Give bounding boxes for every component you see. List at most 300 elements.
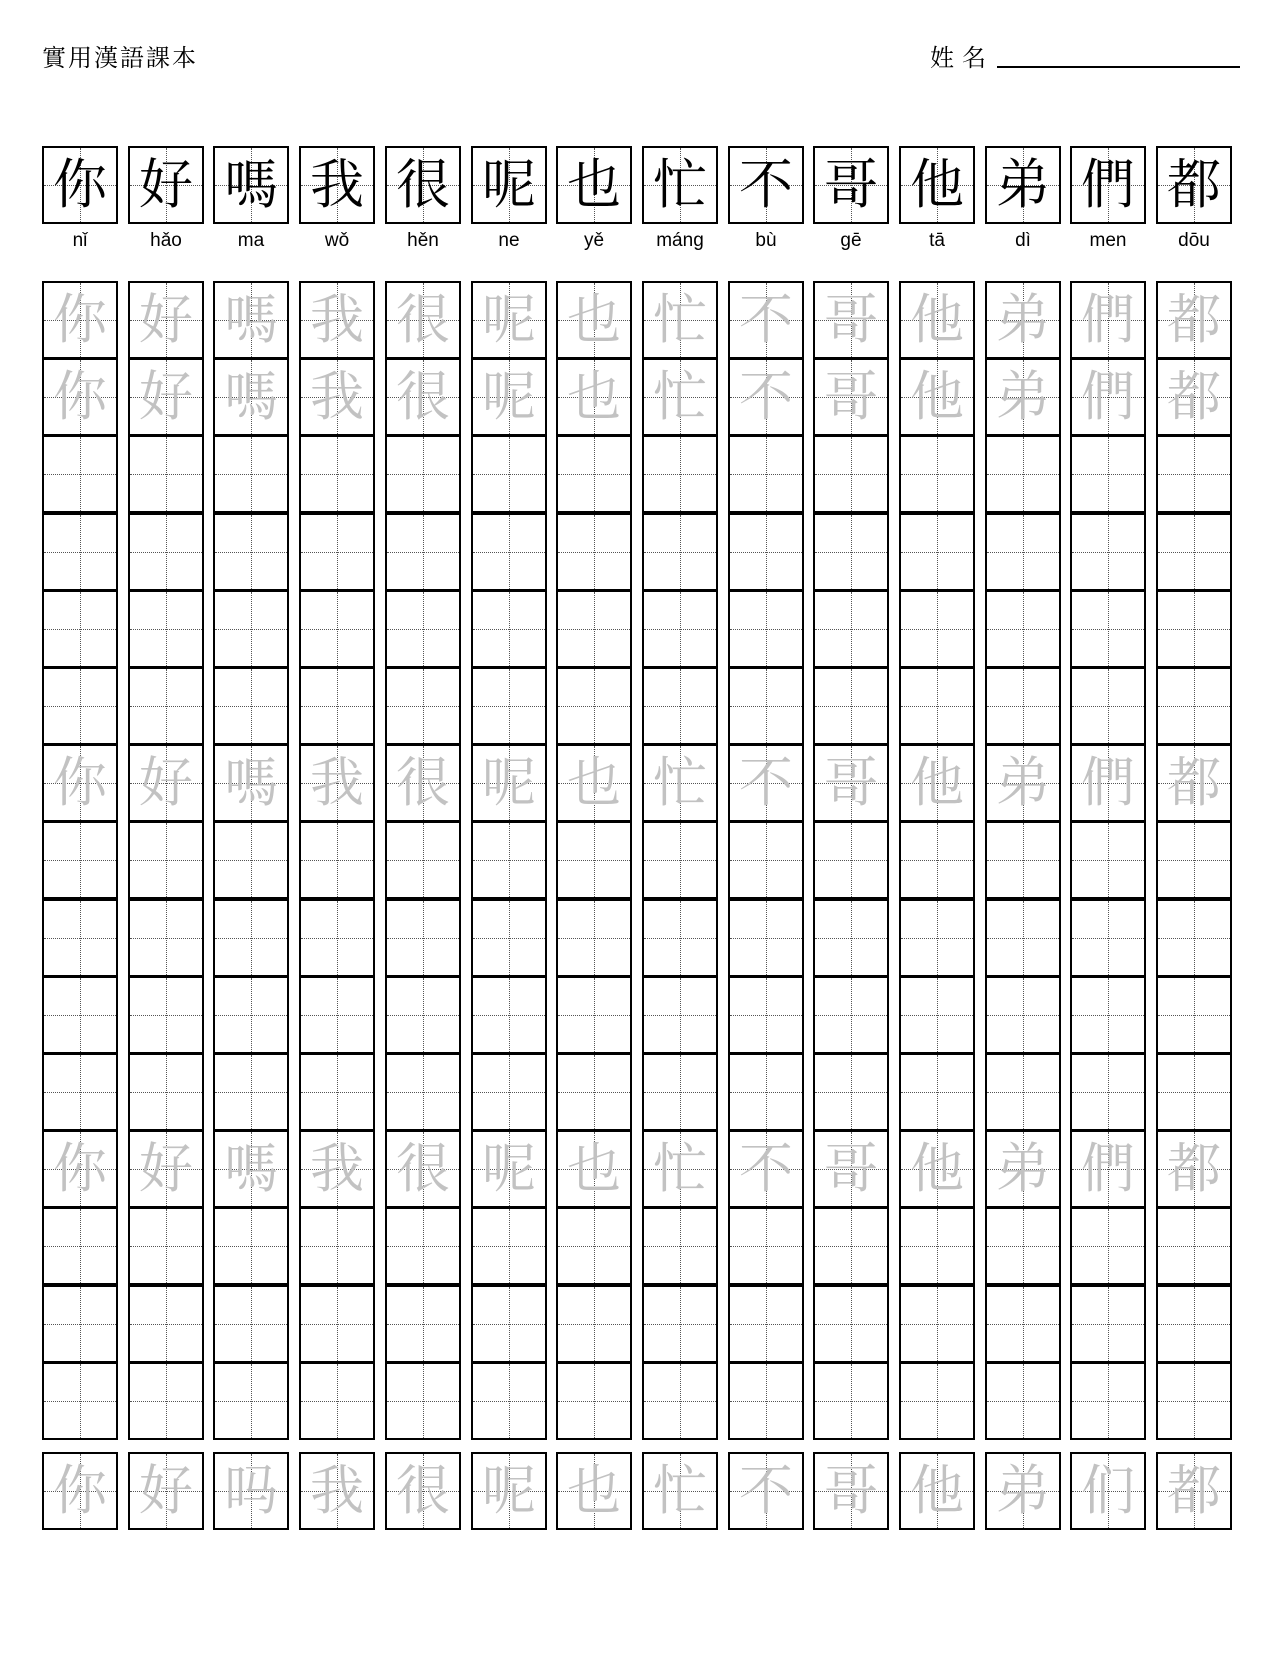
blank-cell[interactable]: [385, 899, 461, 977]
blank-cell[interactable]: [728, 821, 804, 899]
blank-cell[interactable]: [642, 435, 718, 513]
blank-cell[interactable]: [299, 513, 375, 591]
blank-cell[interactable]: [42, 1285, 118, 1363]
trace-cell[interactable]: [556, 744, 632, 822]
blank-cell[interactable]: [1156, 1362, 1232, 1440]
trace-character: 嗎: [224, 751, 278, 814]
trace-cell[interactable]: [1070, 1130, 1146, 1208]
trace-cell[interactable]: [299, 281, 375, 359]
blank-cell[interactable]: [985, 590, 1061, 668]
blank-cell[interactable]: [899, 1207, 975, 1285]
trace-character: 好: [139, 751, 193, 814]
model-character: 忙: [653, 153, 707, 216]
simplified-trace-cell[interactable]: [213, 1452, 289, 1530]
model-character: 弟: [996, 153, 1050, 216]
blank-cell[interactable]: [1156, 667, 1232, 745]
trace-character: 呢: [482, 1459, 536, 1522]
model-cell[interactable]: [556, 146, 632, 224]
model-cell[interactable]: [42, 146, 118, 224]
blank-cell[interactable]: [813, 976, 889, 1054]
trace-character: 弟: [996, 288, 1050, 351]
blank-cell[interactable]: [642, 667, 718, 745]
trace-cell[interactable]: [42, 281, 118, 359]
trace-character: 嗎: [224, 288, 278, 351]
blank-cell[interactable]: [642, 899, 718, 977]
blank-cell[interactable]: [213, 590, 289, 668]
pinyin-label: nǐ: [72, 230, 88, 251]
trace-cell[interactable]: [813, 281, 889, 359]
blank-cell[interactable]: [213, 899, 289, 977]
model-character: 哥: [824, 153, 878, 216]
trace-cell[interactable]: [128, 281, 204, 359]
blank-cell[interactable]: [42, 821, 118, 899]
blank-cell[interactable]: [985, 667, 1061, 745]
blank-cell[interactable]: [213, 1053, 289, 1131]
trace-character: 呢: [482, 751, 536, 814]
blank-cell[interactable]: [728, 590, 804, 668]
trace-character: 們: [1081, 1137, 1135, 1200]
blank-cell[interactable]: [1070, 667, 1146, 745]
trace-cell[interactable]: [728, 744, 804, 822]
blank-cell[interactable]: [642, 590, 718, 668]
blank-cell[interactable]: [299, 1207, 375, 1285]
blank-cell[interactable]: [471, 435, 547, 513]
trace-character: 不: [739, 365, 793, 428]
model-character: 也: [567, 153, 621, 216]
blank-cell[interactable]: [899, 821, 975, 899]
simplified-trace-cell[interactable]: [385, 1452, 461, 1530]
trace-character: 呢: [482, 288, 536, 351]
trace-cell[interactable]: [1156, 281, 1232, 359]
blank-cell[interactable]: [385, 667, 461, 745]
blank-cell[interactable]: [385, 976, 461, 1054]
blank-cell[interactable]: [471, 1362, 547, 1440]
blank-cell[interactable]: [213, 1285, 289, 1363]
trace-character: 我: [310, 365, 364, 428]
model-cell[interactable]: [642, 146, 718, 224]
trace-character: 不: [739, 751, 793, 814]
blank-cell[interactable]: [813, 1207, 889, 1285]
pinyin-label: ma: [237, 230, 265, 251]
blank-cell[interactable]: [471, 1207, 547, 1285]
trace-character: 弟: [996, 1137, 1050, 1200]
trace-cell[interactable]: [471, 744, 547, 822]
model-character: 我: [310, 153, 364, 216]
blank-cell[interactable]: [556, 1285, 632, 1363]
blank-cell[interactable]: [385, 513, 461, 591]
model-cell[interactable]: [213, 146, 289, 224]
model-character: 很: [396, 153, 450, 216]
blank-cell[interactable]: [128, 821, 204, 899]
trace-cell[interactable]: [471, 281, 547, 359]
blank-cell[interactable]: [471, 821, 547, 899]
blank-cell[interactable]: [385, 590, 461, 668]
blank-cell[interactable]: [813, 513, 889, 591]
trace-character: 们: [1081, 1459, 1135, 1522]
pinyin-label: dì: [1015, 230, 1031, 251]
model-cell[interactable]: [813, 146, 889, 224]
trace-cell[interactable]: [899, 1130, 975, 1208]
blank-cell[interactable]: [1070, 821, 1146, 899]
simplified-trace-cell[interactable]: [128, 1452, 204, 1530]
blank-cell[interactable]: [1156, 590, 1232, 668]
blank-cell[interactable]: [985, 899, 1061, 977]
blank-cell[interactable]: [1156, 513, 1232, 591]
trace-cell[interactable]: [642, 1130, 718, 1208]
model-cell[interactable]: [1070, 146, 1146, 224]
blank-cell[interactable]: [899, 590, 975, 668]
blank-cell[interactable]: [1070, 513, 1146, 591]
simplified-trace-cell[interactable]: [42, 1452, 118, 1530]
blank-cell[interactable]: [42, 899, 118, 977]
trace-cell[interactable]: [899, 281, 975, 359]
blank-cell[interactable]: [642, 1362, 718, 1440]
blank-cell[interactable]: [1156, 976, 1232, 1054]
blank-cell[interactable]: [556, 821, 632, 899]
blank-cell[interactable]: [813, 667, 889, 745]
blank-cell[interactable]: [128, 899, 204, 977]
simplified-trace-cell[interactable]: [899, 1452, 975, 1530]
model-character: 好: [139, 153, 193, 216]
blank-cell[interactable]: [728, 1285, 804, 1363]
blank-cell[interactable]: [899, 435, 975, 513]
trace-cell[interactable]: [1070, 744, 1146, 822]
trace-character: 你: [53, 1459, 107, 1522]
blank-cell[interactable]: [1070, 1207, 1146, 1285]
blank-cell[interactable]: [899, 667, 975, 745]
blank-cell[interactable]: [471, 667, 547, 745]
blank-cell[interactable]: [728, 1362, 804, 1440]
blank-cell[interactable]: [471, 899, 547, 977]
blank-cell[interactable]: [1070, 590, 1146, 668]
blank-cell[interactable]: [1070, 1362, 1146, 1440]
trace-cell[interactable]: [213, 1130, 289, 1208]
trace-character: 吗: [224, 1459, 278, 1522]
blank-cell[interactable]: [385, 1285, 461, 1363]
blank-cell[interactable]: [299, 667, 375, 745]
blank-cell[interactable]: [556, 667, 632, 745]
blank-cell[interactable]: [813, 1362, 889, 1440]
blank-cell[interactable]: [213, 821, 289, 899]
simplified-trace-cell[interactable]: [1156, 1452, 1232, 1530]
model-cell[interactable]: [728, 146, 804, 224]
blank-cell[interactable]: [1156, 1285, 1232, 1363]
blank-cell[interactable]: [899, 976, 975, 1054]
blank-cell[interactable]: [728, 899, 804, 977]
blank-cell[interactable]: [42, 1207, 118, 1285]
blank-cell[interactable]: [42, 976, 118, 1054]
blank-cell[interactable]: [1156, 435, 1232, 513]
blank-cell[interactable]: [385, 1207, 461, 1285]
pinyin-label: ne: [498, 230, 520, 251]
trace-cell[interactable]: [213, 358, 289, 436]
trace-character: 不: [739, 1459, 793, 1522]
trace-character: 好: [139, 288, 193, 351]
simplified-trace-cell[interactable]: [1070, 1452, 1146, 1530]
blank-cell[interactable]: [1070, 435, 1146, 513]
blank-cell[interactable]: [728, 667, 804, 745]
simplified-trace-cell[interactable]: [471, 1452, 547, 1530]
trace-cell[interactable]: [728, 1130, 804, 1208]
blank-cell[interactable]: [813, 590, 889, 668]
blank-cell[interactable]: [985, 1053, 1061, 1131]
simplified-trace-cell[interactable]: [985, 1452, 1061, 1530]
trace-character: 也: [567, 365, 621, 428]
trace-cell[interactable]: [556, 281, 632, 359]
blank-cell[interactable]: [213, 513, 289, 591]
blank-cell[interactable]: [1070, 1285, 1146, 1363]
trace-character: 我: [310, 288, 364, 351]
trace-cell[interactable]: [556, 1130, 632, 1208]
blank-cell[interactable]: [299, 1362, 375, 1440]
trace-cell[interactable]: [1156, 1130, 1232, 1208]
blank-cell[interactable]: [813, 1285, 889, 1363]
trace-cell[interactable]: [471, 1130, 547, 1208]
trace-cell[interactable]: [299, 744, 375, 822]
blank-cell[interactable]: [1156, 1053, 1232, 1131]
pinyin-label: wǒ: [324, 230, 350, 251]
blank-cell[interactable]: [128, 976, 204, 1054]
trace-character: 我: [310, 1137, 364, 1200]
blank-cell[interactable]: [899, 1285, 975, 1363]
blank-cell[interactable]: [128, 590, 204, 668]
blank-cell[interactable]: [385, 435, 461, 513]
trace-cell[interactable]: [213, 744, 289, 822]
trace-character: 都: [1167, 1459, 1221, 1522]
blank-cell[interactable]: [985, 1207, 1061, 1285]
trace-cell[interactable]: [813, 358, 889, 436]
blank-cell[interactable]: [813, 899, 889, 977]
model-cell[interactable]: [385, 146, 461, 224]
trace-character: 哥: [824, 288, 878, 351]
blank-cell[interactable]: [728, 976, 804, 1054]
blank-cell[interactable]: [642, 513, 718, 591]
blank-cell[interactable]: [556, 976, 632, 1054]
blank-cell[interactable]: [728, 435, 804, 513]
blank-cell[interactable]: [985, 1285, 1061, 1363]
trace-cell[interactable]: [642, 281, 718, 359]
trace-cell[interactable]: [385, 1130, 461, 1208]
blank-cell[interactable]: [42, 435, 118, 513]
model-character: 你: [53, 153, 107, 216]
trace-character: 不: [739, 1137, 793, 1200]
blank-cell[interactable]: [128, 435, 204, 513]
trace-character: 們: [1081, 288, 1135, 351]
blank-cell[interactable]: [385, 1362, 461, 1440]
blank-cell[interactable]: [985, 513, 1061, 591]
trace-cell[interactable]: [642, 744, 718, 822]
blank-cell[interactable]: [385, 1053, 461, 1131]
blank-cell[interactable]: [985, 976, 1061, 1054]
blank-cell[interactable]: [556, 899, 632, 977]
trace-cell[interactable]: [985, 744, 1061, 822]
blank-cell[interactable]: [899, 1362, 975, 1440]
trace-character: 也: [567, 1459, 621, 1522]
trace-cell[interactable]: [385, 281, 461, 359]
blank-cell[interactable]: [213, 1207, 289, 1285]
blank-cell[interactable]: [128, 1207, 204, 1285]
trace-cell[interactable]: [128, 358, 204, 436]
trace-cell[interactable]: [42, 744, 118, 822]
blank-cell[interactable]: [299, 899, 375, 977]
blank-cell[interactable]: [128, 1362, 204, 1440]
blank-cell[interactable]: [1156, 899, 1232, 977]
simplified-trace-cell[interactable]: [728, 1452, 804, 1530]
trace-cell[interactable]: [985, 1130, 1061, 1208]
trace-cell[interactable]: [728, 358, 804, 436]
blank-cell[interactable]: [813, 435, 889, 513]
blank-cell[interactable]: [813, 821, 889, 899]
blank-cell[interactable]: [556, 513, 632, 591]
trace-cell[interactable]: [1070, 358, 1146, 436]
blank-cell[interactable]: [813, 1053, 889, 1131]
blank-cell[interactable]: [128, 1053, 204, 1131]
trace-cell[interactable]: [128, 744, 204, 822]
trace-cell[interactable]: [899, 744, 975, 822]
blank-cell[interactable]: [471, 590, 547, 668]
blank-cell[interactable]: [128, 667, 204, 745]
trace-character: 好: [139, 1137, 193, 1200]
blank-cell[interactable]: [1070, 976, 1146, 1054]
trace-character: 忙: [653, 288, 707, 351]
pinyin-label: dōu: [1178, 230, 1210, 251]
trace-cell[interactable]: [813, 1130, 889, 1208]
blank-cell[interactable]: [728, 1053, 804, 1131]
trace-character: 弟: [996, 365, 1050, 428]
simplified-trace-cell[interactable]: [556, 1452, 632, 1530]
blank-cell[interactable]: [728, 1207, 804, 1285]
blank-cell[interactable]: [471, 1053, 547, 1131]
model-character: 嗎: [224, 153, 278, 216]
blank-cell[interactable]: [471, 976, 547, 1054]
blank-cell[interactable]: [299, 976, 375, 1054]
blank-cell[interactable]: [471, 513, 547, 591]
simplified-trace-cell[interactable]: [642, 1452, 718, 1530]
trace-character: 都: [1167, 1137, 1221, 1200]
blank-cell[interactable]: [899, 513, 975, 591]
blank-cell[interactable]: [1070, 899, 1146, 977]
blank-cell[interactable]: [1070, 1053, 1146, 1131]
name-field-line[interactable]: [997, 66, 1240, 68]
trace-cell[interactable]: [299, 358, 375, 436]
blank-cell[interactable]: [299, 821, 375, 899]
blank-cell[interactable]: [213, 667, 289, 745]
trace-cell[interactable]: [642, 358, 718, 436]
trace-cell[interactable]: [299, 1130, 375, 1208]
blank-cell[interactable]: [42, 1053, 118, 1131]
model-cell[interactable]: [128, 146, 204, 224]
model-character: 呢: [482, 153, 536, 216]
model-cell[interactable]: [471, 146, 547, 224]
blank-cell[interactable]: [299, 1285, 375, 1363]
blank-cell[interactable]: [128, 1285, 204, 1363]
blank-cell[interactable]: [213, 976, 289, 1054]
trace-cell[interactable]: [1070, 281, 1146, 359]
blank-cell[interactable]: [299, 590, 375, 668]
trace-cell[interactable]: [813, 744, 889, 822]
simplified-trace-cell[interactable]: [813, 1452, 889, 1530]
trace-cell[interactable]: [42, 1130, 118, 1208]
blank-cell[interactable]: [642, 1207, 718, 1285]
trace-character: 他: [910, 751, 964, 814]
blank-cell[interactable]: [128, 513, 204, 591]
blank-cell[interactable]: [213, 435, 289, 513]
blank-cell[interactable]: [1156, 1207, 1232, 1285]
trace-cell[interactable]: [899, 358, 975, 436]
trace-character: 很: [396, 751, 450, 814]
blank-cell[interactable]: [471, 1285, 547, 1363]
blank-cell[interactable]: [1156, 821, 1232, 899]
blank-cell[interactable]: [42, 667, 118, 745]
blank-cell[interactable]: [556, 590, 632, 668]
trace-cell[interactable]: [985, 358, 1061, 436]
trace-cell[interactable]: [471, 358, 547, 436]
blank-cell[interactable]: [642, 976, 718, 1054]
blank-cell[interactable]: [985, 1362, 1061, 1440]
model-cell[interactable]: [985, 146, 1061, 224]
blank-cell[interactable]: [728, 513, 804, 591]
trace-character: 弟: [996, 751, 1050, 814]
blank-cell[interactable]: [642, 1285, 718, 1363]
trace-character: 好: [139, 1459, 193, 1522]
trace-character: 很: [396, 288, 450, 351]
blank-cell[interactable]: [985, 821, 1061, 899]
blank-cell[interactable]: [556, 1207, 632, 1285]
pinyin-label: yě: [583, 230, 605, 251]
blank-cell[interactable]: [642, 821, 718, 899]
trace-character: 哥: [824, 365, 878, 428]
trace-cell[interactable]: [385, 358, 461, 436]
blank-cell[interactable]: [556, 1362, 632, 1440]
blank-cell[interactable]: [299, 1053, 375, 1131]
trace-cell[interactable]: [985, 281, 1061, 359]
blank-cell[interactable]: [899, 899, 975, 977]
simplified-trace-cell[interactable]: [299, 1452, 375, 1530]
blank-cell[interactable]: [556, 1053, 632, 1131]
model-cell[interactable]: [1156, 146, 1232, 224]
trace-character: 們: [1081, 751, 1135, 814]
trace-character: 都: [1167, 365, 1221, 428]
trace-cell[interactable]: [1156, 744, 1232, 822]
trace-cell[interactable]: [42, 358, 118, 436]
trace-cell[interactable]: [128, 1130, 204, 1208]
trace-character: 他: [910, 1459, 964, 1522]
blank-cell[interactable]: [299, 435, 375, 513]
trace-character: 們: [1081, 365, 1135, 428]
blank-cell[interactable]: [42, 513, 118, 591]
book-title: 實用漢語課本: [42, 44, 198, 72]
trace-cell[interactable]: [556, 358, 632, 436]
model-cell[interactable]: [299, 146, 375, 224]
trace-cell[interactable]: [728, 281, 804, 359]
trace-cell[interactable]: [385, 744, 461, 822]
blank-cell[interactable]: [42, 1362, 118, 1440]
trace-character: 也: [567, 1137, 621, 1200]
trace-cell[interactable]: [213, 281, 289, 359]
model-cell[interactable]: [899, 146, 975, 224]
trace-character: 也: [567, 751, 621, 814]
trace-cell[interactable]: [1156, 358, 1232, 436]
blank-cell[interactable]: [985, 435, 1061, 513]
trace-character: 哥: [824, 1137, 878, 1200]
blank-cell[interactable]: [385, 821, 461, 899]
blank-cell[interactable]: [642, 1053, 718, 1131]
blank-cell[interactable]: [556, 435, 632, 513]
blank-cell[interactable]: [213, 1362, 289, 1440]
trace-character: 嗎: [224, 1137, 278, 1200]
blank-cell[interactable]: [42, 590, 118, 668]
blank-cell[interactable]: [899, 1053, 975, 1131]
